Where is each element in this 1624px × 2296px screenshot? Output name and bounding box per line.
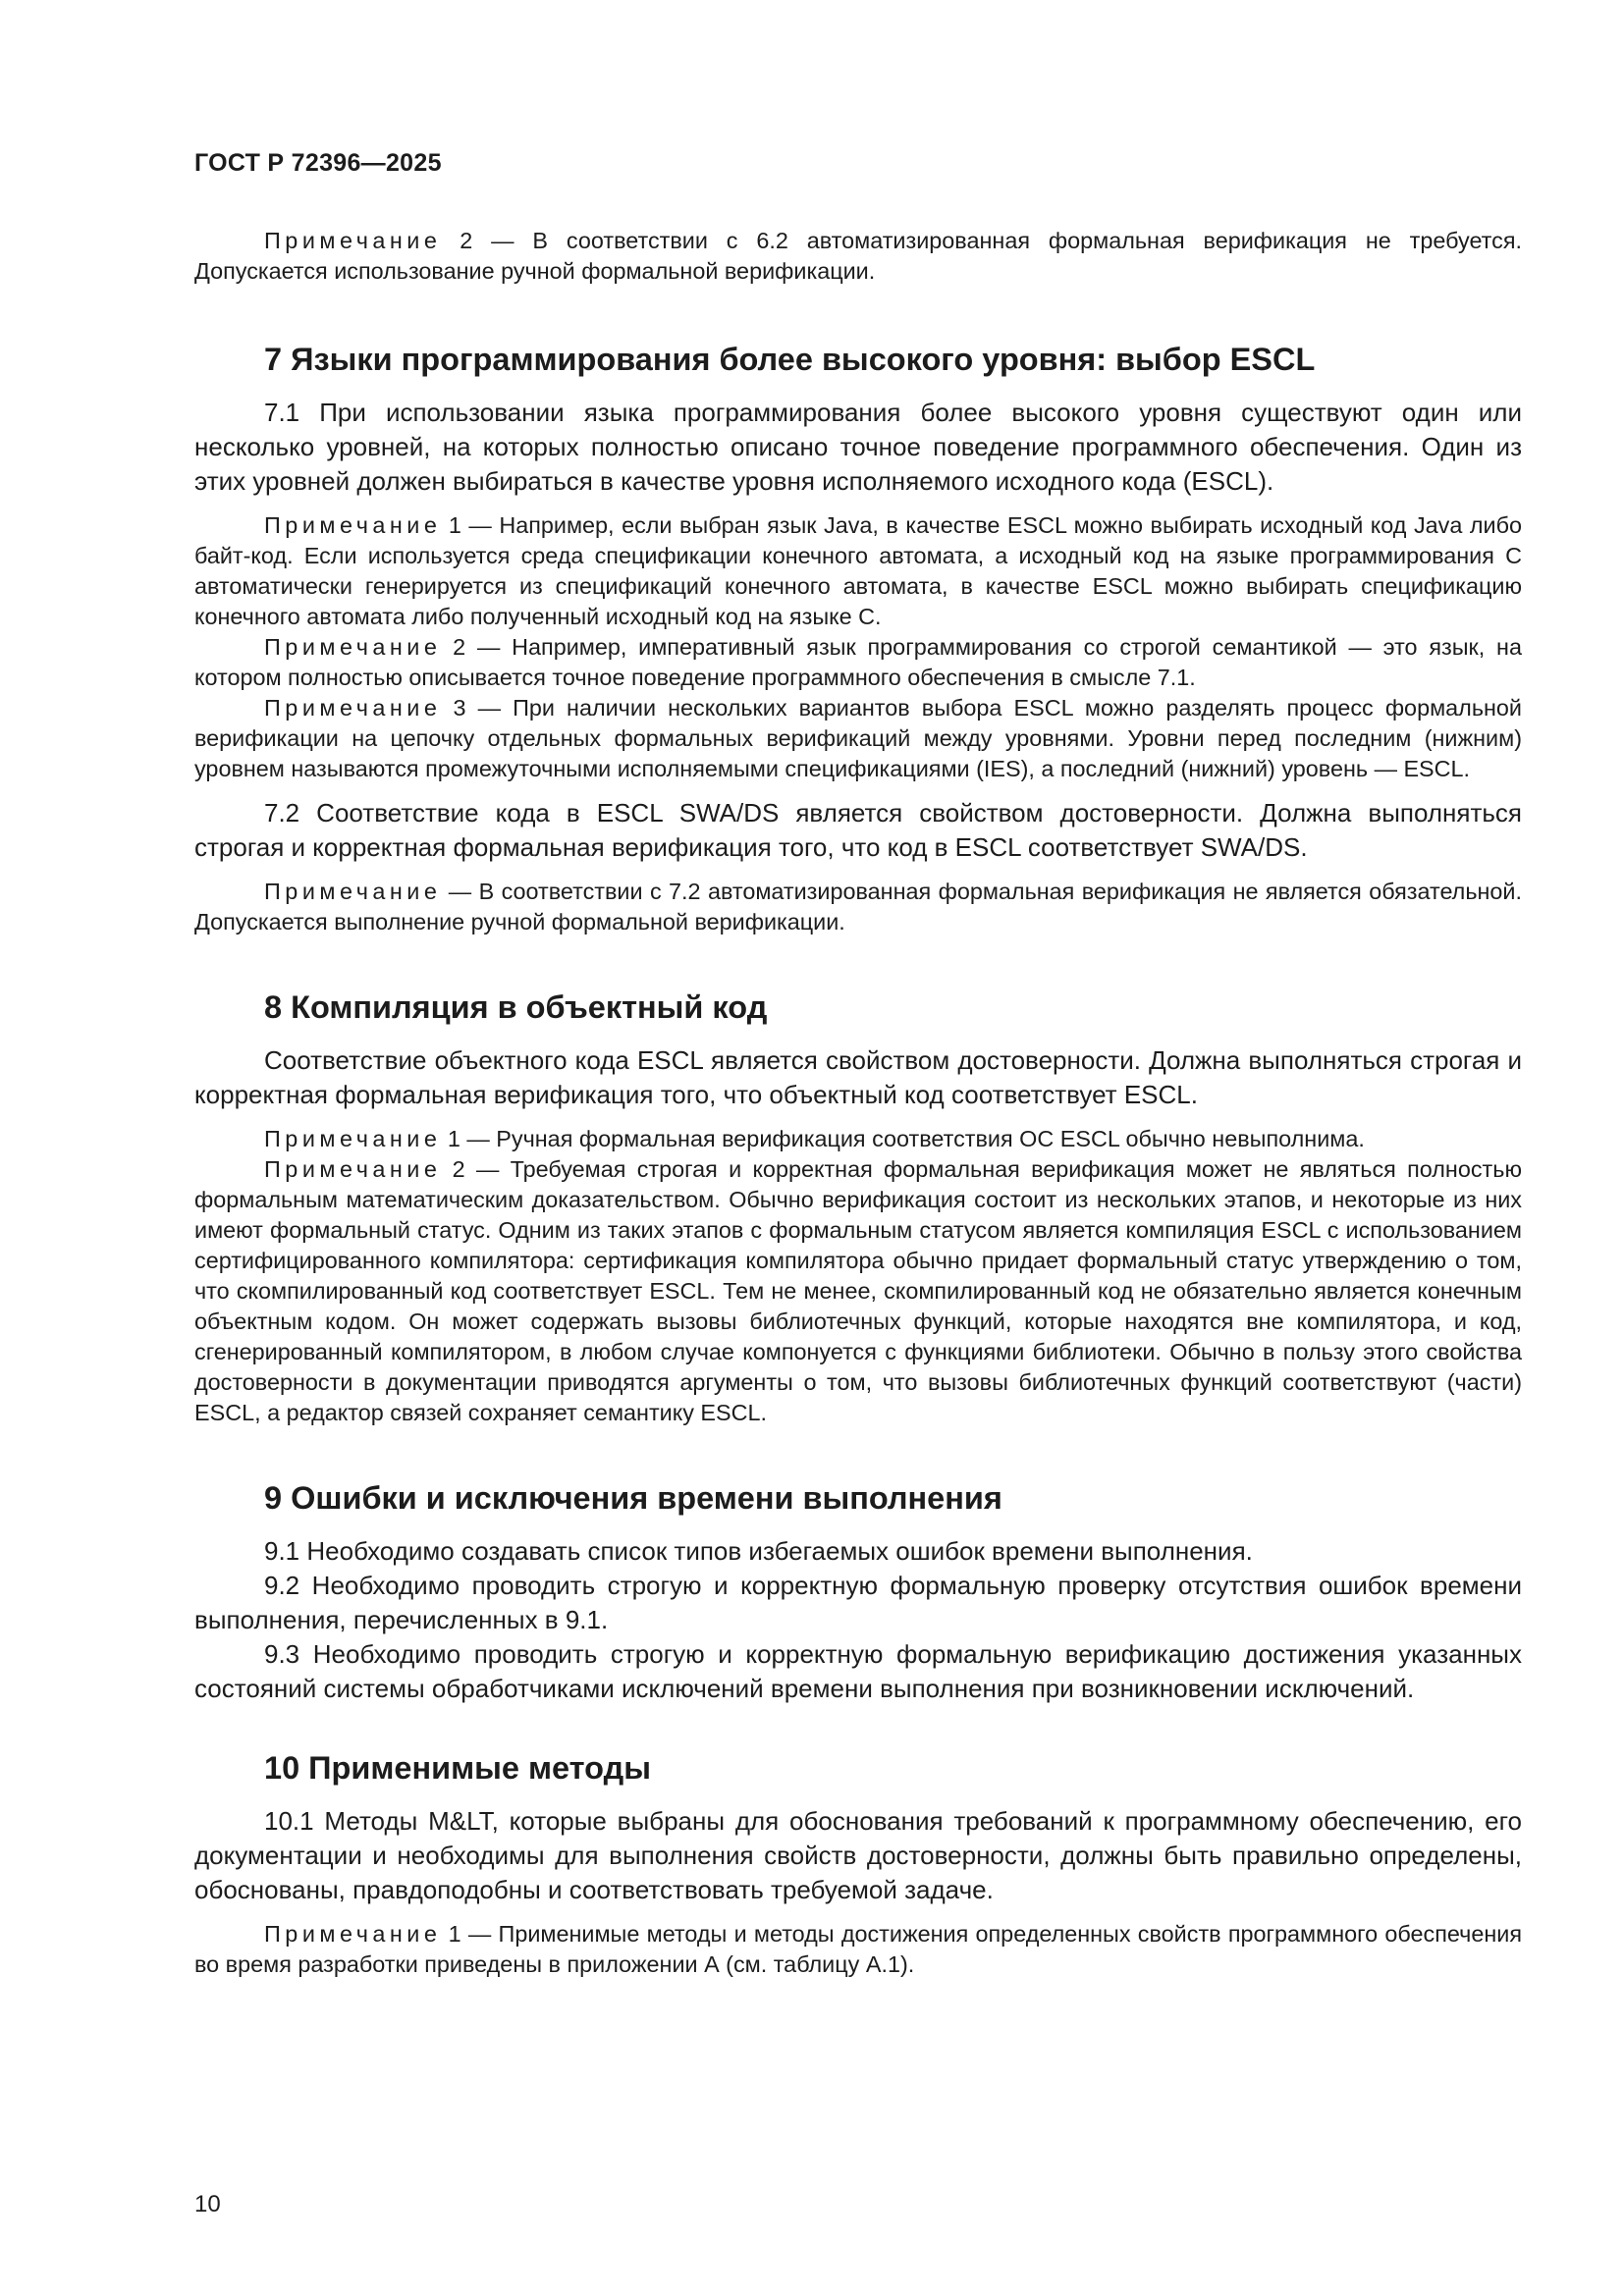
section-7-title: 7 Языки программирования более высокого уровня: выбор ESCL [264, 342, 1316, 377]
note-7-3 [194, 693, 1522, 784]
paragraph-7-1: 7.1 При использовании языка программирования более высокого уровня существуют один или несколько уровней, на которых полностью описано точное поведение программного обеспечения. Один из этих уровней должен выбираться в качестве уровня исполняемого исходного кода (ESCL). [194, 398, 1522, 496]
paragraph-10-1: 10.1 Методы M&LT, которые выбраны для обоснования требований к программному обеспечению, его документации и необходимы для выполнения свойств достоверности, должны быть правильно определены, обоснованы, правдоподобны и соответствовать требуемой задаче. [194, 1806, 1522, 1904]
note-label: Примечание [264, 512, 442, 538]
note-label: Примечание [264, 634, 442, 660]
note-8-1 [194, 1124, 1522, 1154]
note-top [194, 226, 1522, 287]
note-text: 1 — Ручная формальная верификация соответствия ОС ESCL обычно невыполнима. [441, 1126, 1365, 1151]
note-text: 2 — В соответствии с 6.2 автоматизированная формальная верификация не требуется. Допускается использование ручной формальной верификации. [194, 228, 1522, 284]
note-label: Примечание [264, 1126, 442, 1151]
note-text: 1 — Например, если выбран язык Java, в качестве ESCL можно выбирать исходный код Java либо байт-код. Если используется среда спецификации конечного автомата, а исходный код на языке программирования C автоматически генерируется из спецификаций конечного автомата, в качестве ESCL можно выбирать спецификацию конечного автомата либо полученный исходный код на языке C. [194, 512, 1522, 629]
note-10-1 [194, 1919, 1522, 1980]
note-text: 3 — При наличии нескольких вариантов выбора ESCL можно разделять процесс формальной верификации на цепочку отдельных формальных верификаций между уровнями. Уровни перед последним (нижним) уровнем называются промежуточными исполняемыми спецификациями (IES), а последний (нижний) уровень — ESCL. [194, 695, 1522, 781]
note-7-1 [194, 510, 1522, 632]
paragraph-9-2: 9.2 Необходимо проводить строгую и корректную формальную проверку отсутствия ошибок времени выполнения, перечисленных в 9.1. [194, 1571, 1522, 1634]
note-text: — В соответствии с 7.2 автоматизированная формальная верификация не является обязательной. Допускается выполнение ручной формальной верификации. [194, 879, 1522, 934]
note-8-2 [194, 1154, 1522, 1428]
note-label: Примечание [264, 695, 442, 721]
note-label: Примечание [264, 228, 442, 253]
section-10-title: 10 Применимые методы [264, 1750, 651, 1786]
paragraph-9-1: 9.1 Необходимо создавать список типов избегаемых ошибок времени выполнения. [264, 1536, 1253, 1566]
note-text: 2 — Например, императивный язык программирования со строгой семантикой — это язык, на котором полностью описывается точное поведение программного обеспечения в смысле 7.1. [194, 634, 1522, 690]
document-header: ГОСТ Р 72396—2025 [194, 149, 442, 177]
note-label: Примечание [264, 879, 442, 904]
note-text: 1 — Применимые методы и методы достижения определенных свойств программного обеспечения во время разработки приведены в приложении А (см. таблицу А.1). [194, 1921, 1522, 1977]
paragraph-8: Соответствие объектного кода ESCL является свойством достоверности. Должна выполняться строгая и корректная формальная верификация того, что объектный код соответствует ESCL. [194, 1045, 1522, 1109]
document-body [194, 222, 1522, 1980]
note-7-4 [194, 877, 1522, 937]
page-number: 10 [194, 2191, 221, 2217]
section-9-title: 9 Ошибки и исключения времени выполнения [264, 1480, 1002, 1516]
note-label: Примечание [264, 1156, 442, 1182]
note-label: Примечание [264, 1921, 442, 1947]
note-7-2 [194, 632, 1522, 693]
section-8-title: 8 Компиляция в объектный код [264, 989, 768, 1025]
note-text: 2 — Требуемая строгая и корректная формальная верификация может не являться полностью формальным математическим доказательством. Обычно верификация состоит из нескольких этапов, и некоторые из них имеют формальный статус. Одним из таких этапов с формальным статусом является компиляция ESCL с использованием сертифицированного компилятора: сертификация компилятора обычно придает формальный статус утверждению о том, что скомпилированный код соответствует ESCL. Тем не менее, скомпилированный код не обязательно является конечным объектным кодом. Он может содержать вызовы библиотечных функций, которые находятся вне компилятора, и код, сгенерированный компилятором, в любом случае компонуется с функциями библиотеки. Обычно в пользу этого свойства достоверности в документации приводятся аргументы о том, что вызовы библиотечных функций соответствуют (части) ESCL, а редактор связей сохраняет семантику ESCL. [194, 1156, 1522, 1425]
paragraph-9-3: 9.3 Необходимо проводить строгую и корректную формальную верификацию достижения указанных состояний системы обработчиками исключений времени выполнения при возникновении исключений. [194, 1639, 1522, 1703]
paragraph-7-2: 7.2 Соответствие кода в ESCL SWA/DS является свойством достоверности. Должна выполняться строгая и корректная формальная верификация того, что код в ESCL соответствует SWA/DS. [194, 798, 1522, 862]
